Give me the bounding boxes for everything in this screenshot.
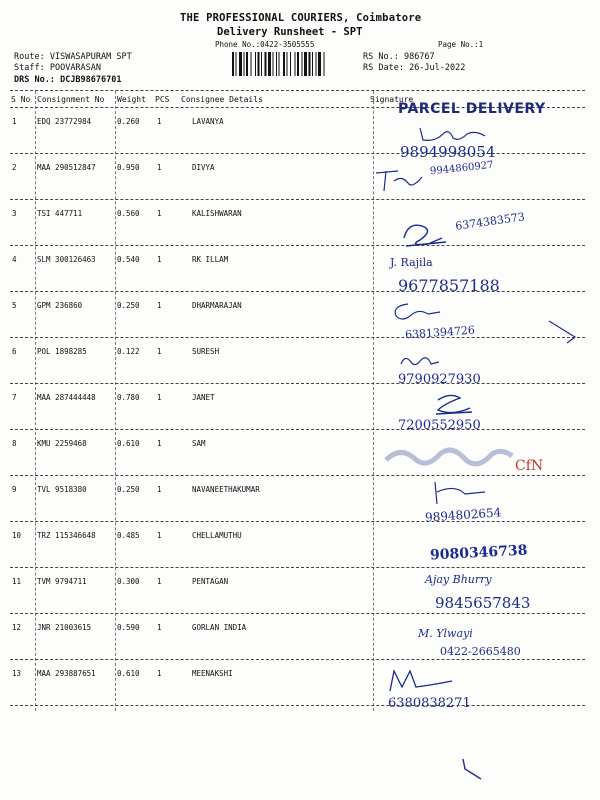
handwritten-name: J. Rajila (390, 256, 433, 269)
row-consignment-number: MAA 293887651 (37, 669, 96, 678)
row-consignment-number: KMU 2259468 (37, 439, 87, 448)
row-consignee-name: NAVANEETHAKUMAR (192, 485, 260, 494)
row-pieces: 1 (157, 577, 162, 586)
column-header-sno: S No (11, 95, 31, 104)
row-serial-number: 10 (12, 531, 22, 540)
row-consignee-name: KALISHWARAN (192, 209, 242, 218)
rs-date-field (363, 63, 465, 73)
row-weight: 0.122 (117, 347, 140, 356)
signature-scribble (372, 165, 432, 195)
handwritten-phone: 9894802654 (424, 505, 502, 525)
row-separator (10, 613, 585, 614)
row-pieces: 1 (157, 669, 162, 678)
row-weight: 0.485 (117, 531, 140, 540)
row-serial-number: 13 (12, 669, 22, 678)
rs-number-field (363, 52, 435, 62)
pen-mark (455, 755, 495, 785)
row-weight: 0.250 (117, 485, 140, 494)
row-consignee-name: JANET (192, 393, 215, 402)
handwritten-phone: 9944860927 (429, 159, 495, 178)
handwritten-phone: 9080346738 (429, 542, 528, 564)
row-pieces: 1 (157, 255, 162, 264)
header-top-rule (10, 90, 585, 91)
row-consignment-number: TVM 9794711 (37, 577, 87, 586)
row-pieces: 1 (157, 485, 162, 494)
handwritten-phone: 6374383573 (454, 210, 526, 233)
row-separator (10, 705, 585, 706)
rs-date-label: RS Date: (363, 63, 404, 73)
row-serial-number: 9 (12, 485, 17, 494)
row-consignee-name: LAVANYA (192, 117, 224, 126)
row-serial-number: 4 (12, 255, 17, 264)
rs-number-label: RS No.: (363, 52, 399, 62)
row-consignment-number: MAA 290512847 (37, 163, 96, 172)
row-consignment-number: TSI 447711 (37, 209, 83, 218)
row-separator (10, 659, 585, 660)
column-header-consignee: Consignee Details (181, 95, 263, 104)
row-weight: 0.300 (117, 577, 140, 586)
pen-mark (545, 315, 585, 345)
parcel-delivery-stamp: PARCEL DELIVERY (398, 101, 546, 117)
row-separator (10, 153, 585, 154)
row-separator (10, 521, 585, 522)
row-consignment-number: GPM 236860 (37, 301, 83, 310)
signature-scribble (382, 665, 462, 695)
page-number: Page No.:1 (438, 40, 484, 49)
handwritten-note: CfN (515, 458, 544, 474)
row-serial-number: 8 (12, 439, 17, 448)
handwritten-phone: 6380838271 (388, 696, 471, 711)
signature-scribble (430, 390, 480, 418)
drs-value: DCJB98676701 (60, 75, 122, 85)
drs-label: DRS No.: (14, 75, 55, 85)
row-separator (10, 567, 585, 568)
row-consignee-name: CHELLAMUTHU (192, 531, 242, 540)
row-pieces: 1 (157, 393, 162, 402)
row-weight: 0.610 (117, 439, 140, 448)
signature-scribble (395, 350, 445, 372)
row-consignee-name: SURESH (192, 347, 220, 356)
row-weight: 0.560 (117, 209, 140, 218)
row-separator (10, 199, 585, 200)
row-pieces: 1 (157, 117, 162, 126)
row-consignment-number: JNR 21003615 (37, 623, 92, 632)
row-consignee-name: RK ILLAM (192, 255, 229, 264)
row-consignment-number: SLM 300126463 (37, 255, 96, 264)
drs-field (14, 75, 122, 85)
row-pieces: 1 (157, 439, 162, 448)
column-header-consignment: Consignment No (37, 95, 105, 104)
route-value: VISWASAPURAM SPT (49, 52, 132, 62)
row-serial-number: 11 (12, 577, 22, 586)
column-header-signature: Signature (370, 95, 414, 104)
row-weight: 0.950 (117, 163, 140, 172)
document-title: Delivery Runsheet - SPT (217, 26, 363, 38)
row-consignee-name: MEENAKSHI (192, 669, 233, 678)
row-serial-number: 7 (12, 393, 17, 402)
route-field (14, 52, 132, 62)
company-name: THE PROFESSIONAL COURIERS, Coimbatore (180, 12, 422, 24)
row-consignee-name: DIVYA (192, 163, 215, 172)
row-weight: 0.250 (117, 301, 140, 310)
handwritten-phone: 9845657843 (435, 594, 531, 612)
row-weight: 0.780 (117, 393, 140, 402)
signature-scribble (398, 218, 458, 250)
row-pieces: 1 (157, 209, 162, 218)
row-weight: 0.540 (117, 255, 140, 264)
rs-date-value: 26-Jul-2022 (409, 63, 466, 73)
row-serial-number: 3 (12, 209, 17, 218)
handwritten-name: M. Ylwayi (418, 627, 473, 640)
row-separator (10, 383, 585, 384)
staff-value: POOVARASAN (49, 63, 102, 73)
row-consignee-name: GORLAN INDIA (192, 623, 247, 632)
row-consignee-name: DHARMARAJAN (192, 301, 242, 310)
column-header-pcs: PCS (155, 95, 170, 104)
column-divider (35, 91, 36, 711)
handwritten-phone: 9894998054 (400, 143, 496, 161)
row-serial-number: 1 (12, 117, 17, 126)
route-label: Route: (14, 52, 45, 62)
column-divider (115, 91, 116, 711)
row-serial-number: 2 (12, 163, 17, 172)
row-consignment-number: TVL 9518380 (37, 485, 87, 494)
handwritten-phone: 9677857188 (398, 276, 500, 295)
row-consignment-number: MAA 287444448 (37, 393, 96, 402)
row-separator (10, 429, 585, 430)
row-serial-number: 5 (12, 301, 17, 310)
faded-signature-scribble (380, 440, 520, 478)
row-pieces: 1 (157, 163, 162, 172)
column-header-weight: Weight (117, 95, 146, 104)
handwritten-phone: 9790927930 (398, 372, 481, 387)
row-separator (10, 245, 585, 246)
handwritten-phone: 6381394726 (404, 323, 476, 342)
signature-scribble (415, 124, 495, 146)
row-pieces: 1 (157, 347, 162, 356)
row-weight: 0.610 (117, 669, 140, 678)
row-pieces: 1 (157, 301, 162, 310)
row-consignment-number: TRZ 115346648 (37, 531, 96, 540)
handwritten-phone: 7200552950 (398, 418, 481, 433)
row-serial-number: 12 (12, 623, 22, 632)
handwritten-name: Ajay Bhurry (425, 573, 492, 586)
rs-number-value: 986767 (403, 52, 435, 62)
row-pieces: 1 (157, 531, 162, 540)
handwritten-phone: 0422-2665480 (440, 645, 521, 658)
row-consignment-number: POL 1898285 (37, 347, 87, 356)
row-serial-number: 6 (12, 347, 17, 356)
company-phone: Phone No.:0422-3505555 (215, 40, 315, 49)
row-pieces: 1 (157, 623, 162, 632)
staff-field (14, 63, 101, 73)
row-consignment-number: EDQ 23772984 (37, 117, 92, 126)
signature-scribble (425, 478, 495, 508)
row-weight: 0.590 (117, 623, 140, 632)
row-consignee-name: PENTAGAN (192, 577, 229, 586)
row-separator (10, 337, 585, 338)
signature-scribble (388, 298, 448, 324)
barcode-image (232, 52, 350, 76)
row-consignee-name: SAM (192, 439, 206, 448)
row-weight: 0.260 (117, 117, 140, 126)
staff-label: Staff: (14, 63, 45, 73)
